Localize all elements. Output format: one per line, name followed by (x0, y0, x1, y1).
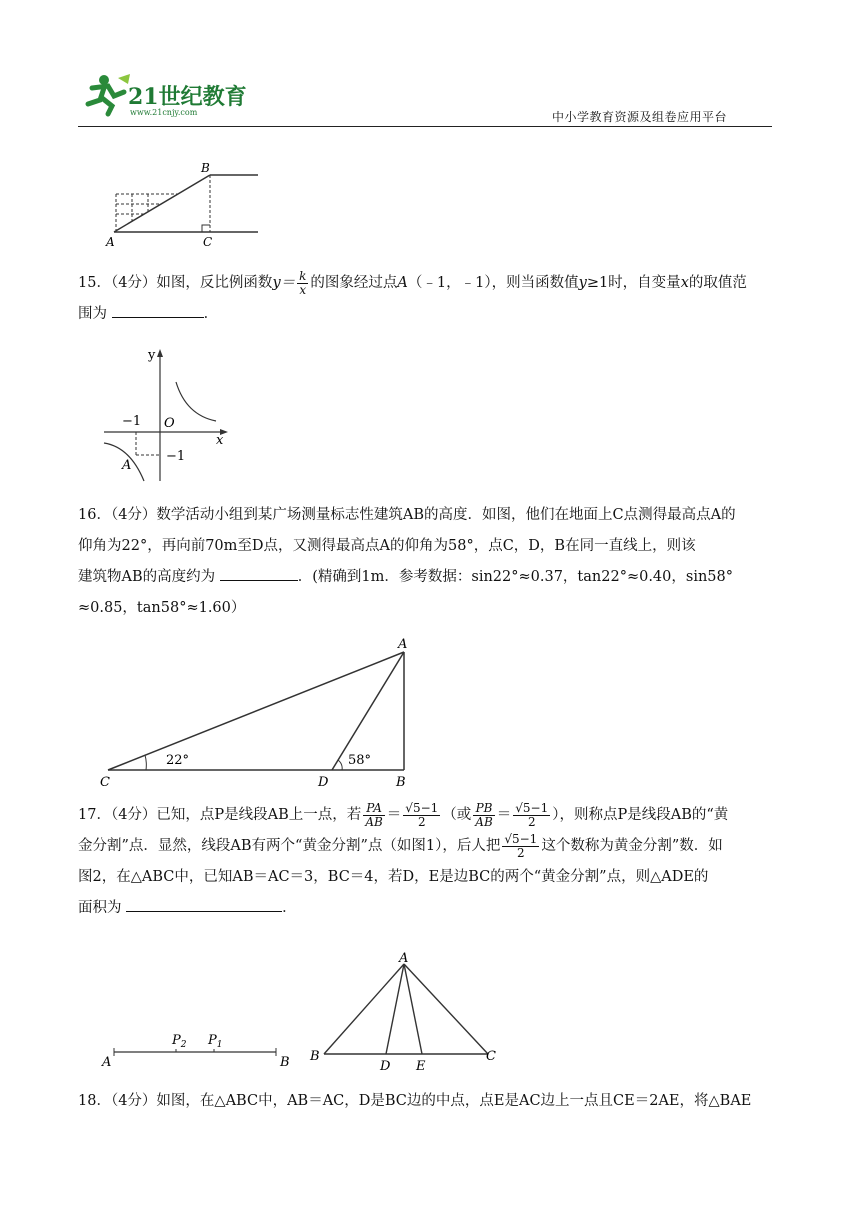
svg-text:A: A (399, 951, 409, 966)
svg-text:E: E (416, 1059, 426, 1074)
runner-icon (88, 74, 130, 114)
fraction-k-over-x: $\frac{k}{x}$ (299, 268, 307, 297)
answer-blank-17[interactable] (126, 895, 282, 912)
svg-text:C: C (486, 1049, 496, 1064)
svg-text:A: A (102, 1055, 112, 1070)
figure-q16 (96, 632, 416, 792)
label-B: B (201, 161, 210, 175)
svg-text:y: y (148, 348, 156, 363)
svg-text:B: B (280, 1055, 290, 1070)
svg-text:B: B (396, 775, 406, 790)
svg-text:O: O (164, 416, 175, 431)
svg-text:B: B (310, 1049, 320, 1064)
svg-text:58°: 58° (348, 753, 372, 768)
question-17: 17．（4分）已知，点P是线段AB上一点，若 $\frac{PA}{AB}$ ＝ $\frac{√5-1}{2}$ （或 $\frac{PB}{AB}$ ＝ $\frac{√5-1}{2}$ ），则称点P是线段AB的“黄 金分割”点．显然，线段AB有两个“黄金分割”点（如图1），后人把 $\frac{√5-1}{2}$ 这个数称为黄金分割”数．如 图2，在△ABC中，已知AB＝AC＝3，BC＝4，若D，E是边BC的两个“黄金分割”点，则△ADE的 面积为 ． (78, 800, 729, 916)
figure-q14 (100, 158, 270, 250)
svg-text:P2: $P_2$ (172, 1033, 187, 1050)
answer-blank-16[interactable] (220, 564, 298, 581)
figure-q15 (100, 345, 235, 485)
platform-name: 中小学教育资源及组卷应用平台 (552, 110, 728, 124)
label-A: A (106, 235, 115, 249)
svg-text:−1: −1 (166, 449, 186, 464)
svg-text:P1: $P_1$ (208, 1033, 223, 1050)
logo-url: www.21cnjy.com (130, 108, 198, 117)
figure-q17-triangle (306, 950, 506, 1075)
svg-text:C: C (100, 775, 110, 790)
svg-text:A: A (398, 637, 408, 652)
question-18: 18．（4分）如图，在△ABC中，AB＝AC，D是BC边的中点，点E是AC边上一点且CE＝2AE，将△BAE (78, 1093, 752, 1109)
figure-q17-line (96, 1028, 296, 1074)
svg-text:D: D (380, 1059, 391, 1074)
svg-text:x: x (216, 433, 224, 448)
answer-blank-15[interactable] (112, 301, 204, 318)
header-divider (78, 126, 772, 127)
svg-text:D: D (318, 775, 329, 790)
label-C: C (203, 235, 213, 249)
svg-text:22°: 22° (166, 753, 190, 768)
svg-text:−1: −1 (122, 414, 142, 429)
question-16: 16．（4分）数学活动小组到某广场测量标志性建筑AB的高度．如图，他们在地面上C点测得最高点A的 仰角为22°，再向前70m至D点，又测得最高点A的仰角为58°，点C，D，B在同一直线上，则该 建筑物AB的高度约为 ．(精确到1m．参考数据：sin22°≈0.37，tan22°≈0.40，sin58° ≈0.85，tan58°≈1.60） (78, 507, 736, 616)
svg-text:A: A (122, 458, 132, 473)
site-logo (78, 70, 258, 120)
question-15: 15．（4分）如图，反比例函数y＝ $\frac{k}{x}$ 的图象经过点A（﹣1，﹣1），则当函数值y≥1时，自变量x的取值范 围为 ． (78, 268, 747, 322)
logo-text: 21世纪教育 (128, 84, 247, 110)
